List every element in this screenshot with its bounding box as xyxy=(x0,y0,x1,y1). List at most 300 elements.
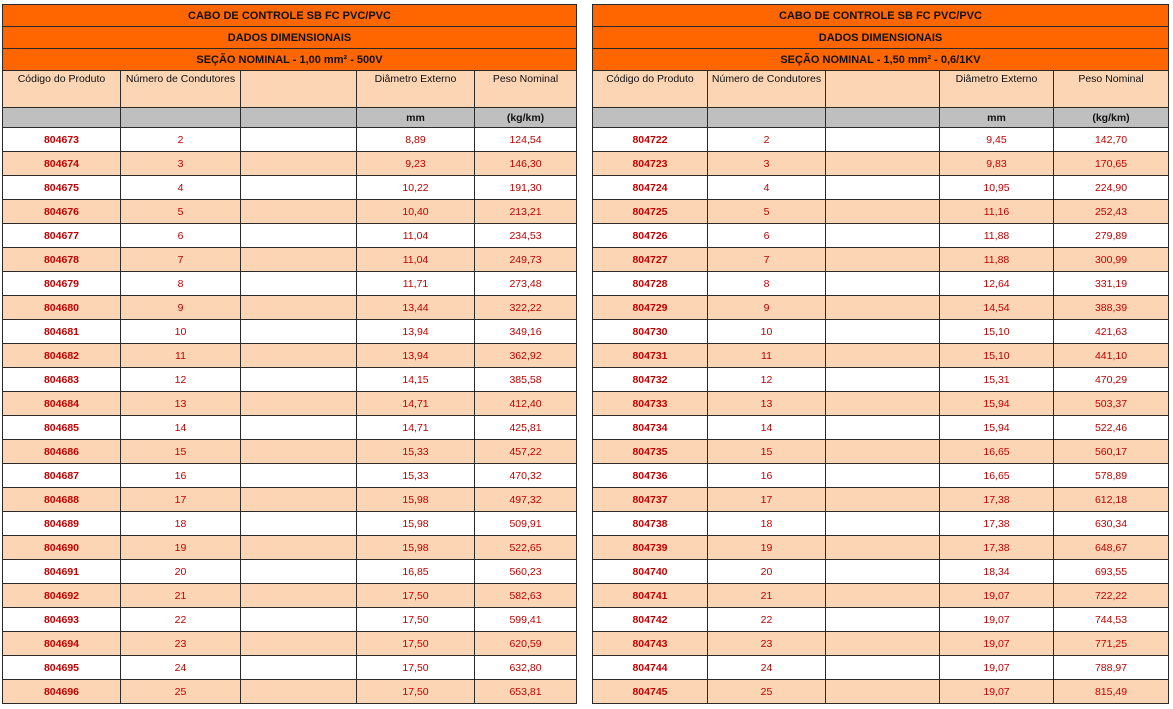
table-row xyxy=(3,464,577,488)
weight-cell: 441,10 xyxy=(1054,344,1169,368)
weight-cell: 503,37 xyxy=(1054,392,1169,416)
blank-cell xyxy=(826,584,940,608)
table-row xyxy=(3,416,577,440)
conductors-cell: 24 xyxy=(708,656,826,680)
product-code-cell: 804693 xyxy=(3,608,121,632)
table-row xyxy=(3,368,577,392)
diameter-cell: 15,10 xyxy=(940,344,1054,368)
diameter-cell: 13,94 xyxy=(357,320,475,344)
diameter-cell: 15,98 xyxy=(357,512,475,536)
product-code-cell: 804725 xyxy=(593,200,708,224)
header-conductors xyxy=(121,71,241,108)
product-code-cell: 804673 xyxy=(3,128,121,152)
blank-cell xyxy=(826,488,940,512)
product-code-cell: 804744 xyxy=(593,656,708,680)
table-row xyxy=(593,680,1169,704)
table-section: SEÇÃO NOMINAL - 1,50 mm² - 0,6/1KV xyxy=(593,49,1169,71)
weight-cell: 599,41 xyxy=(475,608,577,632)
diameter-cell: 19,07 xyxy=(940,608,1054,632)
conductors-cell: 24 xyxy=(121,656,241,680)
weight-cell: 470,32 xyxy=(475,464,577,488)
table-row xyxy=(3,200,577,224)
conductors-cell: 18 xyxy=(121,512,241,536)
weight-cell: 522,46 xyxy=(1054,416,1169,440)
weight-cell: 620,59 xyxy=(475,632,577,656)
conductors-cell: 8 xyxy=(708,272,826,296)
table-row xyxy=(3,176,577,200)
diameter-cell: 14,54 xyxy=(940,296,1054,320)
product-code-cell: 804733 xyxy=(593,392,708,416)
diameter-cell: 17,50 xyxy=(357,632,475,656)
table-row xyxy=(593,200,1169,224)
table-row xyxy=(593,368,1169,392)
blank-cell xyxy=(826,512,940,536)
weight-cell: 612,18 xyxy=(1054,488,1169,512)
diameter-cell: 16,65 xyxy=(940,440,1054,464)
product-code-cell: 804731 xyxy=(593,344,708,368)
header-product-code: Código do Produto xyxy=(593,71,708,108)
product-code-cell: 804685 xyxy=(3,416,121,440)
table-row xyxy=(593,536,1169,560)
cable-table-left xyxy=(2,4,577,704)
table-row xyxy=(3,512,577,536)
blank-cell xyxy=(241,176,357,200)
product-code-cell: 804682 xyxy=(3,344,121,368)
diameter-cell: 16,65 xyxy=(940,464,1054,488)
conductors-cell: 5 xyxy=(708,200,826,224)
blank-cell xyxy=(241,152,357,176)
weight-cell: 273,48 xyxy=(475,272,577,296)
weight-cell: 522,65 xyxy=(475,536,577,560)
conductors-cell: 8 xyxy=(121,272,241,296)
conductors-cell: 19 xyxy=(708,536,826,560)
diameter-cell: 10,95 xyxy=(940,176,1054,200)
unit-blank xyxy=(593,108,708,128)
conductors-cell: 15 xyxy=(708,440,826,464)
diameter-cell: 17,50 xyxy=(357,656,475,680)
blank-cell xyxy=(241,320,357,344)
blank-cell xyxy=(826,392,940,416)
weight-cell: 693,55 xyxy=(1054,560,1169,584)
table-row xyxy=(593,320,1169,344)
conductors-cell: 4 xyxy=(708,176,826,200)
cable-table-right xyxy=(592,4,1169,704)
header-conductors-label: Número de Condutores xyxy=(125,73,236,85)
conductors-cell: 3 xyxy=(121,152,241,176)
diameter-cell: 14,71 xyxy=(357,416,475,440)
blank-cell xyxy=(241,392,357,416)
conductors-cell: 22 xyxy=(708,608,826,632)
weight-cell: 142,70 xyxy=(1054,128,1169,152)
blank-cell xyxy=(241,632,357,656)
blank-cell xyxy=(241,200,357,224)
product-code-cell: 804727 xyxy=(593,248,708,272)
table-row xyxy=(3,440,577,464)
diameter-cell: 13,44 xyxy=(357,296,475,320)
blank-cell xyxy=(241,248,357,272)
blank-cell xyxy=(826,440,940,464)
blank-cell xyxy=(241,560,357,584)
blank-cell xyxy=(826,608,940,632)
weight-cell: 124,54 xyxy=(475,128,577,152)
conductors-cell: 14 xyxy=(708,416,826,440)
weight-cell: 191,30 xyxy=(475,176,577,200)
product-code-cell: 804745 xyxy=(593,680,708,704)
blank-cell xyxy=(826,248,940,272)
blank-cell xyxy=(241,368,357,392)
blank-cell xyxy=(826,344,940,368)
blank-cell xyxy=(241,584,357,608)
diameter-cell: 8,89 xyxy=(357,128,475,152)
weight-cell: 349,16 xyxy=(475,320,577,344)
blank-cell xyxy=(241,440,357,464)
unit-mm: mm xyxy=(357,108,475,128)
diameter-cell: 17,50 xyxy=(357,608,475,632)
weight-cell: 279,89 xyxy=(1054,224,1169,248)
conductors-cell: 15 xyxy=(121,440,241,464)
product-code-cell: 804735 xyxy=(593,440,708,464)
blank-cell xyxy=(241,224,357,248)
product-code-cell: 804722 xyxy=(593,128,708,152)
product-code-cell: 804728 xyxy=(593,272,708,296)
product-code-cell: 804738 xyxy=(593,512,708,536)
weight-cell: 788,97 xyxy=(1054,656,1169,680)
product-code-cell: 804681 xyxy=(3,320,121,344)
blank-cell xyxy=(826,152,940,176)
table-row xyxy=(593,488,1169,512)
weight-cell: 146,30 xyxy=(475,152,577,176)
blank-cell xyxy=(241,272,357,296)
diameter-cell: 18,34 xyxy=(940,560,1054,584)
weight-cell: 744,53 xyxy=(1054,608,1169,632)
table-row xyxy=(3,128,577,152)
diameter-cell: 10,22 xyxy=(357,176,475,200)
unit-blank xyxy=(3,108,121,128)
conductors-cell: 21 xyxy=(121,584,241,608)
table-row xyxy=(593,560,1169,584)
conductors-cell: 14 xyxy=(121,416,241,440)
diameter-cell: 11,88 xyxy=(940,224,1054,248)
table-subtitle: DADOS DIMENSIONAIS xyxy=(593,27,1169,49)
product-code-cell: 804742 xyxy=(593,608,708,632)
blank-cell xyxy=(826,320,940,344)
diameter-cell: 14,15 xyxy=(357,368,475,392)
product-code-cell: 804686 xyxy=(3,440,121,464)
weight-cell: 582,63 xyxy=(475,584,577,608)
conductors-cell: 19 xyxy=(121,536,241,560)
diameter-cell: 10,40 xyxy=(357,200,475,224)
product-code-cell: 804679 xyxy=(3,272,121,296)
diameter-cell: 19,07 xyxy=(940,584,1054,608)
conductors-cell: 16 xyxy=(121,464,241,488)
blank-cell xyxy=(826,632,940,656)
product-code-cell: 804676 xyxy=(3,200,121,224)
blank-cell xyxy=(241,608,357,632)
weight-cell: 632,80 xyxy=(475,656,577,680)
table-row xyxy=(3,584,577,608)
product-code-cell: 804729 xyxy=(593,296,708,320)
weight-cell: 653,81 xyxy=(475,680,577,704)
table-row xyxy=(3,536,577,560)
table-row xyxy=(593,176,1169,200)
weight-cell: 509,91 xyxy=(475,512,577,536)
diameter-cell: 19,07 xyxy=(940,656,1054,680)
table-row xyxy=(3,656,577,680)
diameter-cell: 11,16 xyxy=(940,200,1054,224)
table-row xyxy=(3,560,577,584)
product-code-cell: 804692 xyxy=(3,584,121,608)
unit-mm: mm xyxy=(940,108,1054,128)
diameter-cell: 11,04 xyxy=(357,248,475,272)
diameter-cell: 17,38 xyxy=(940,512,1054,536)
blank-cell xyxy=(826,272,940,296)
conductors-cell: 18 xyxy=(708,512,826,536)
weight-cell: 322,22 xyxy=(475,296,577,320)
blank-cell xyxy=(241,416,357,440)
diameter-cell: 19,07 xyxy=(940,680,1054,704)
table-row xyxy=(593,392,1169,416)
blank-cell xyxy=(826,128,940,152)
diameter-cell: 15,33 xyxy=(357,464,475,488)
diameter-cell: 19,07 xyxy=(940,632,1054,656)
header-conductors-label: Número de Condutores xyxy=(711,73,822,85)
weight-cell: 560,17 xyxy=(1054,440,1169,464)
weight-cell: 234,53 xyxy=(475,224,577,248)
diameter-cell: 16,85 xyxy=(357,560,475,584)
weight-cell: 421,63 xyxy=(1054,320,1169,344)
conductors-cell: 23 xyxy=(708,632,826,656)
table-row xyxy=(3,152,577,176)
product-code-cell: 804683 xyxy=(3,368,121,392)
product-code-cell: 804675 xyxy=(3,176,121,200)
unit-blank xyxy=(241,108,357,128)
weight-cell: 213,21 xyxy=(475,200,577,224)
weight-cell: 170,65 xyxy=(1054,152,1169,176)
table-row xyxy=(593,152,1169,176)
blank-cell xyxy=(826,416,940,440)
blank-cell xyxy=(826,560,940,584)
diameter-cell: 11,04 xyxy=(357,224,475,248)
header-nominal-weight: Peso Nominal xyxy=(1054,71,1169,108)
weight-cell: 362,92 xyxy=(475,344,577,368)
blank-cell xyxy=(241,464,357,488)
weight-cell: 425,81 xyxy=(475,416,577,440)
table-title: CABO DE CONTROLE SB FC PVC/PVC xyxy=(593,5,1169,27)
product-code-cell: 804687 xyxy=(3,464,121,488)
diameter-cell: 15,10 xyxy=(940,320,1054,344)
diameter-cell: 17,50 xyxy=(357,584,475,608)
product-code-cell: 804680 xyxy=(3,296,121,320)
blank-cell xyxy=(241,128,357,152)
weight-cell: 412,40 xyxy=(475,392,577,416)
diameter-cell: 11,88 xyxy=(940,248,1054,272)
table-row xyxy=(3,344,577,368)
diameter-cell: 15,94 xyxy=(940,416,1054,440)
table-row xyxy=(593,656,1169,680)
unit-blank xyxy=(708,108,826,128)
diameter-cell: 17,38 xyxy=(940,488,1054,512)
conductors-cell: 20 xyxy=(121,560,241,584)
conductors-cell: 25 xyxy=(121,680,241,704)
weight-cell: 300,99 xyxy=(1054,248,1169,272)
header-nominal-weight: Peso Nominal xyxy=(475,71,577,108)
diameter-cell: 17,38 xyxy=(940,536,1054,560)
product-code-cell: 804695 xyxy=(3,656,121,680)
product-code-cell: 804689 xyxy=(3,512,121,536)
diameter-cell: 11,71 xyxy=(357,272,475,296)
conductors-cell: 11 xyxy=(708,344,826,368)
weight-cell: 331,19 xyxy=(1054,272,1169,296)
blank-cell xyxy=(241,656,357,680)
weight-cell: 252,43 xyxy=(1054,200,1169,224)
diameter-cell: 14,71 xyxy=(357,392,475,416)
product-code-cell: 804694 xyxy=(3,632,121,656)
conductors-cell: 2 xyxy=(708,128,826,152)
weight-cell: 385,58 xyxy=(475,368,577,392)
blank-cell xyxy=(826,368,940,392)
blank-cell xyxy=(241,296,357,320)
weight-cell: 457,22 xyxy=(475,440,577,464)
product-code-cell: 804736 xyxy=(593,464,708,488)
weight-cell: 388,39 xyxy=(1054,296,1169,320)
table-row xyxy=(3,488,577,512)
product-code-cell: 804730 xyxy=(593,320,708,344)
table-row xyxy=(3,680,577,704)
conductors-cell: 10 xyxy=(121,320,241,344)
product-code-cell: 804723 xyxy=(593,152,708,176)
product-code-cell: 804726 xyxy=(593,224,708,248)
table-row xyxy=(3,392,577,416)
blank-cell xyxy=(241,488,357,512)
conductors-cell: 12 xyxy=(708,368,826,392)
table-row xyxy=(3,608,577,632)
product-code-cell: 804684 xyxy=(3,392,121,416)
conductors-cell: 6 xyxy=(121,224,241,248)
table-row xyxy=(593,128,1169,152)
table-row xyxy=(593,296,1169,320)
table-row xyxy=(593,608,1169,632)
conductors-cell: 16 xyxy=(708,464,826,488)
diameter-cell: 15,31 xyxy=(940,368,1054,392)
product-code-cell: 804674 xyxy=(3,152,121,176)
weight-cell: 470,29 xyxy=(1054,368,1169,392)
weight-cell: 815,49 xyxy=(1054,680,1169,704)
table-row xyxy=(593,224,1169,248)
conductors-cell: 12 xyxy=(121,368,241,392)
product-code-cell: 804678 xyxy=(3,248,121,272)
blank-cell xyxy=(241,680,357,704)
blank-cell xyxy=(826,656,940,680)
diameter-cell: 17,50 xyxy=(357,680,475,704)
diameter-cell: 12,64 xyxy=(940,272,1054,296)
unit-blank xyxy=(826,108,940,128)
table-title: CABO DE CONTROLE SB FC PVC/PVC xyxy=(3,5,577,27)
diameter-cell: 15,98 xyxy=(357,488,475,512)
header-blank xyxy=(241,71,357,108)
header-blank xyxy=(826,71,940,108)
conductors-cell: 6 xyxy=(708,224,826,248)
weight-cell: 648,67 xyxy=(1054,536,1169,560)
table-subtitle: DADOS DIMENSIONAIS xyxy=(3,27,577,49)
header-external-diameter: Diâmetro Externo xyxy=(940,71,1054,108)
conductors-cell: 3 xyxy=(708,152,826,176)
table-row xyxy=(3,272,577,296)
blank-cell xyxy=(826,176,940,200)
table-row xyxy=(593,632,1169,656)
conductors-cell: 13 xyxy=(708,392,826,416)
conductors-cell: 17 xyxy=(121,488,241,512)
table-row xyxy=(3,248,577,272)
product-code-cell: 804741 xyxy=(593,584,708,608)
product-code-cell: 804737 xyxy=(593,488,708,512)
conductors-cell: 4 xyxy=(121,176,241,200)
diameter-cell: 13,94 xyxy=(357,344,475,368)
product-code-cell: 804677 xyxy=(3,224,121,248)
table-row xyxy=(593,464,1169,488)
blank-cell xyxy=(826,296,940,320)
header-conductors xyxy=(708,71,826,108)
product-code-cell: 804688 xyxy=(3,488,121,512)
weight-cell: 771,25 xyxy=(1054,632,1169,656)
blank-cell xyxy=(826,464,940,488)
product-code-cell: 804724 xyxy=(593,176,708,200)
weight-cell: 224,90 xyxy=(1054,176,1169,200)
diameter-cell: 9,83 xyxy=(940,152,1054,176)
weight-cell: 722,22 xyxy=(1054,584,1169,608)
table-row xyxy=(593,344,1169,368)
conductors-cell: 9 xyxy=(708,296,826,320)
table-row xyxy=(593,416,1169,440)
unit-kg-km: (kg/km) xyxy=(1054,108,1169,128)
table-body xyxy=(3,128,577,704)
weight-cell: 249,73 xyxy=(475,248,577,272)
conductors-cell: 2 xyxy=(121,128,241,152)
conductors-cell: 5 xyxy=(121,200,241,224)
table-body xyxy=(593,128,1169,704)
product-code-cell: 804734 xyxy=(593,416,708,440)
table-row xyxy=(593,272,1169,296)
weight-cell: 578,89 xyxy=(1054,464,1169,488)
conductors-cell: 25 xyxy=(708,680,826,704)
product-code-cell: 804743 xyxy=(593,632,708,656)
blank-cell xyxy=(241,536,357,560)
blank-cell xyxy=(826,536,940,560)
product-code-cell: 804732 xyxy=(593,368,708,392)
blank-cell xyxy=(241,512,357,536)
blank-cell xyxy=(241,344,357,368)
conductors-cell: 23 xyxy=(121,632,241,656)
table-row xyxy=(593,440,1169,464)
conductors-cell: 17 xyxy=(708,488,826,512)
table-row xyxy=(593,584,1169,608)
weight-cell: 560,23 xyxy=(475,560,577,584)
weight-cell: 497,32 xyxy=(475,488,577,512)
blank-cell xyxy=(826,224,940,248)
diameter-cell: 15,33 xyxy=(357,440,475,464)
unit-kg-km: (kg/km) xyxy=(475,108,577,128)
blank-cell xyxy=(826,680,940,704)
product-code-cell: 804690 xyxy=(3,536,121,560)
unit-blank xyxy=(121,108,241,128)
conductors-cell: 7 xyxy=(708,248,826,272)
conductors-cell: 10 xyxy=(708,320,826,344)
table-row xyxy=(593,512,1169,536)
table-row xyxy=(3,632,577,656)
diameter-cell: 9,45 xyxy=(940,128,1054,152)
product-code-cell: 804696 xyxy=(3,680,121,704)
product-code-cell: 804691 xyxy=(3,560,121,584)
conductors-cell: 20 xyxy=(708,560,826,584)
